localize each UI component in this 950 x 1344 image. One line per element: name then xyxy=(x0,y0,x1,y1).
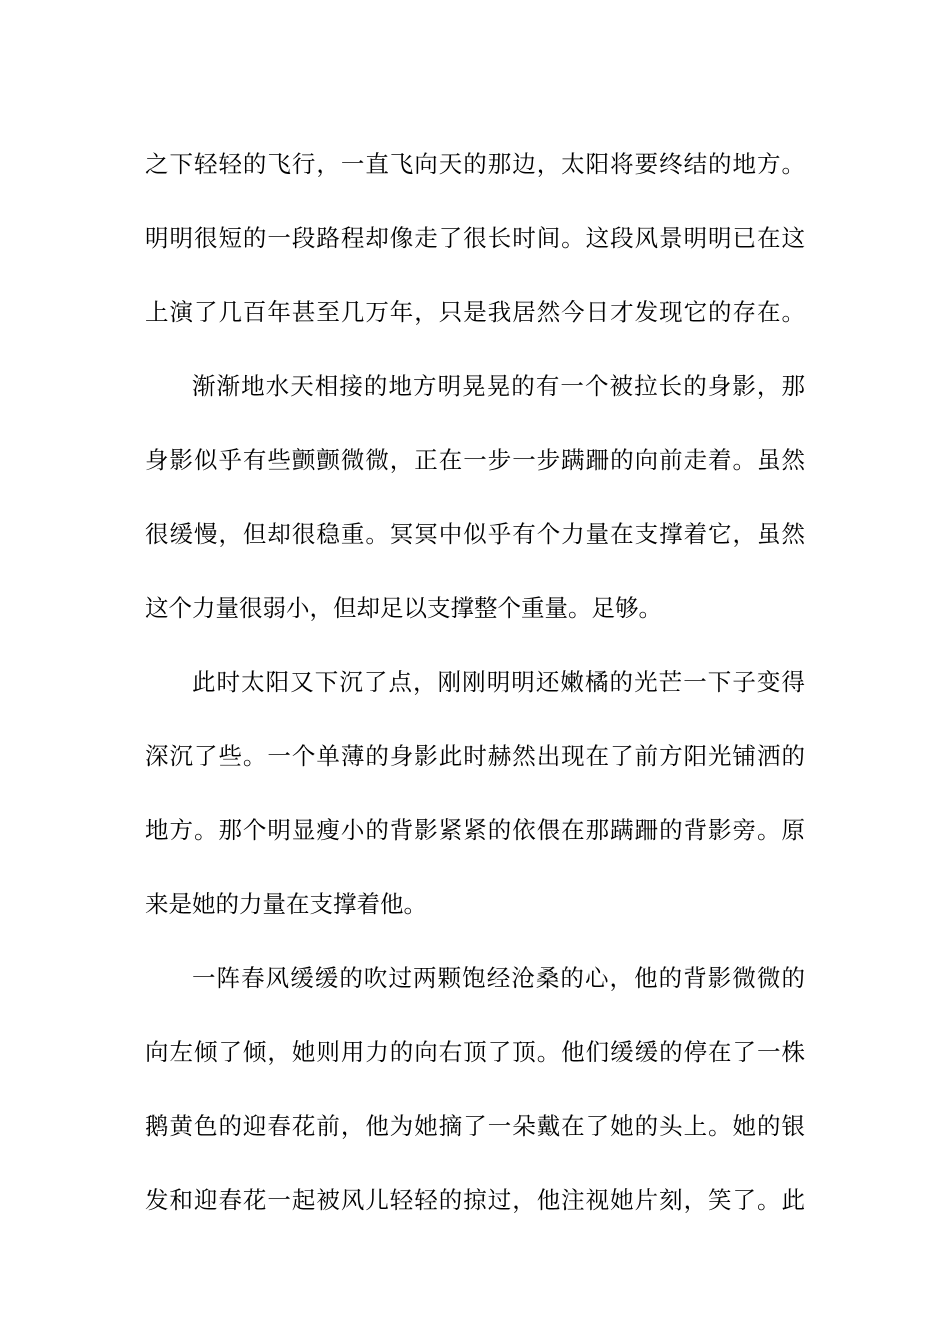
paragraph-1 xyxy=(145,127,805,349)
text-line: 这个力量很弱小，但却足以支撑整个重量。足够。 xyxy=(145,594,662,622)
text-line: 很缓慢，但却很稳重。冥冥中似乎有个力量在支撑着它，虽然 xyxy=(145,520,805,548)
text-line: 身影似乎有些颤颤微微，正在一步一步蹒跚的向前走着。虽然 xyxy=(145,446,805,474)
text-line: 鹅黄色的迎春花前，他为她摘了一朵戴在了她的头上。她的银 xyxy=(145,1112,805,1140)
text-line: 此时太阳又下沉了点，刚刚明明还嫩橘的光芒一下子变得 xyxy=(192,668,805,696)
text-line: 深沉了些。一个单薄的身影此时赫然出现在了前方阳光铺洒的 xyxy=(145,742,805,770)
paragraph-4 xyxy=(145,941,805,1237)
text-line: 来是她的力量在支撑着他。 xyxy=(145,890,427,918)
text-line: 向左倾了倾，她则用力的向右顶了顶。他们缓缓的停在了一株 xyxy=(145,1038,805,1066)
document-body xyxy=(145,127,805,1237)
text-line: 明明很短的一段路程却像走了很长时间。这段风景明明已在这 xyxy=(145,224,805,252)
text-line: 发和迎春花一起被风儿轻轻的掠过，他注视她片刻，笑了。此 xyxy=(145,1186,805,1214)
paragraph-3 xyxy=(145,645,805,941)
text-line: 之下轻轻的飞行，一直飞向天的那边，太阳将要终结的地方。 xyxy=(145,150,805,178)
text-line: 渐渐地水天相接的地方明晃晃的有一个被拉长的身影，那 xyxy=(192,372,805,400)
text-line: 一阵春风缓缓的吹过两颗饱经沧桑的心，他的背影微微的 xyxy=(192,964,805,992)
text-line: 上演了几百年甚至几万年，只是我居然今日才发现它的存在。 xyxy=(145,298,805,326)
text-line: 地方。那个明显瘦小的背影紧紧的依偎在那蹒跚的背影旁。原 xyxy=(145,816,805,844)
paragraph-2 xyxy=(145,349,805,645)
